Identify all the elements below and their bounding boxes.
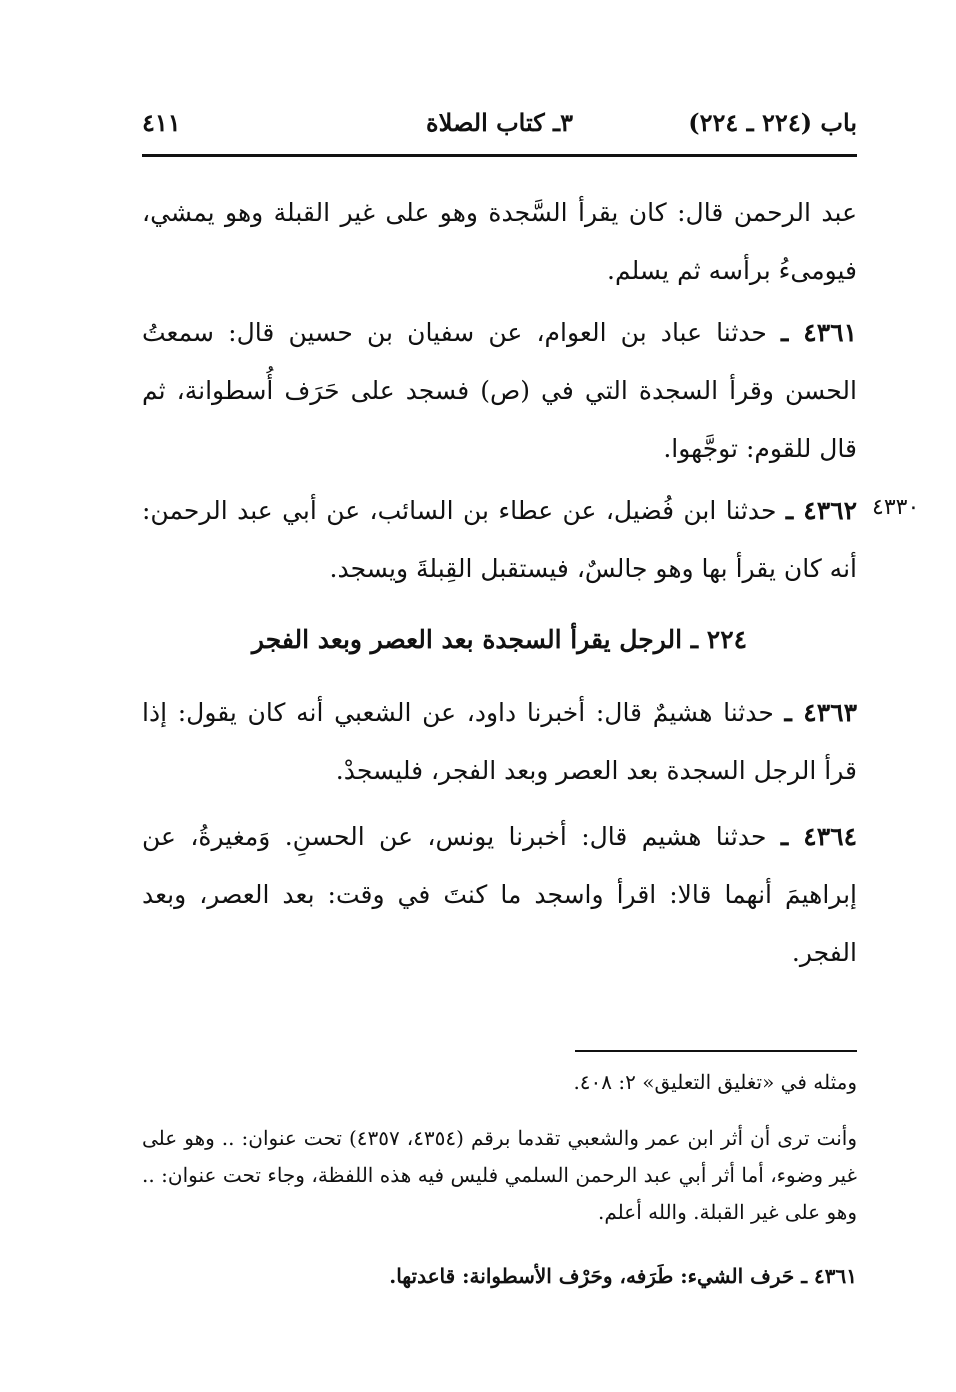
paragraph-continuation <box>142 184 857 300</box>
footnote-1: ومثله في «تغليق التعليق» ٢: ٤٠٨. <box>573 1070 857 1094</box>
paragraph-4361 <box>142 304 857 478</box>
book-title: ٣ـ كتاب الصلاة <box>426 108 573 137</box>
hadith-number: ٤٣٦٢ ـ <box>785 496 857 525</box>
footnote-3: ٤٣٦١ ـ حَرف الشيء: طَرَفه، وحَرْف الأسطوانة: قاعدتها. <box>389 1264 857 1288</box>
paragraph-text: حدثنا هشيمٌ قال: أخبرنا داود، عن الشعبي أنه كان يقول: إذا قرأ الرجل السجدة بعد العصر وبعد الفجر، فليسجدْ. <box>142 698 857 785</box>
paragraph-text: حدثنا عباد بن العوام، عن سفيان بن حسين قال: سمعتُ الحسن وقرأ السجدة التي في (ص) فسجد على حَرَف أُسطوانة، ثم قال للقوم: توجَّهوا. <box>142 318 857 463</box>
paragraph-4362 <box>142 482 857 598</box>
page-number: ٤١١ <box>142 108 181 137</box>
footnote-2: وأنت ترى أن أثر ابن عمر والشعبي تقدما برقم (٤٣٥٤، ٤٣٥٧) تحت عنوان: .. وهو على غير وضوء، أما أثر أبي عبد الرحمن السلمي فليس فيه هذه اللفظة، وجاء تحت عنوان: .. وهو على غير القبلة. والله أعلم. <box>142 1126 857 1224</box>
hadith-number: ٤٣٦١ ـ <box>781 318 857 347</box>
footnote-rule <box>575 1050 857 1052</box>
header-rule <box>142 154 857 157</box>
chapter-reference: باب (٢٢٤ ـ ٢٢٤) <box>688 108 857 137</box>
paragraph-text: عبد الرحمن قال: كان يقرأ السَّجدة وهو على غير القبلة وهو يمشي، فيومىءُ برأسه ثم يسلم. <box>142 198 857 285</box>
section-heading: ٢٢٤ ـ الرجل يقرأ السجدة بعد العصر وبعد الفجر <box>251 625 748 654</box>
margin-number: ٤٣٣٠ <box>872 495 920 520</box>
running-header <box>142 108 857 148</box>
paragraph-text: حدثنا هشيم قال: أخبرنا يونس، عن الحسنِ. وَمغيرةُ، عن إبراهيمَ أنهما قالا: اقرأ واسجد ما كنتَ في وقت: بعد العصر، وبعد الفجر. <box>142 822 857 967</box>
hadith-number: ٤٣٦٤ ـ <box>780 822 857 851</box>
paragraph-4363 <box>142 684 857 800</box>
paragraph-4364 <box>142 808 857 982</box>
paragraph-text: حدثنا ابن فُضيل، عن عطاء بن السائب، عن أبي عبد الرحمن: أنه كان يقرأ بها وهو جالسٌ، فيستقبل القِبلةَ ويسجد. <box>142 496 857 583</box>
hadith-number: ٤٣٦٣ ـ <box>784 698 857 727</box>
